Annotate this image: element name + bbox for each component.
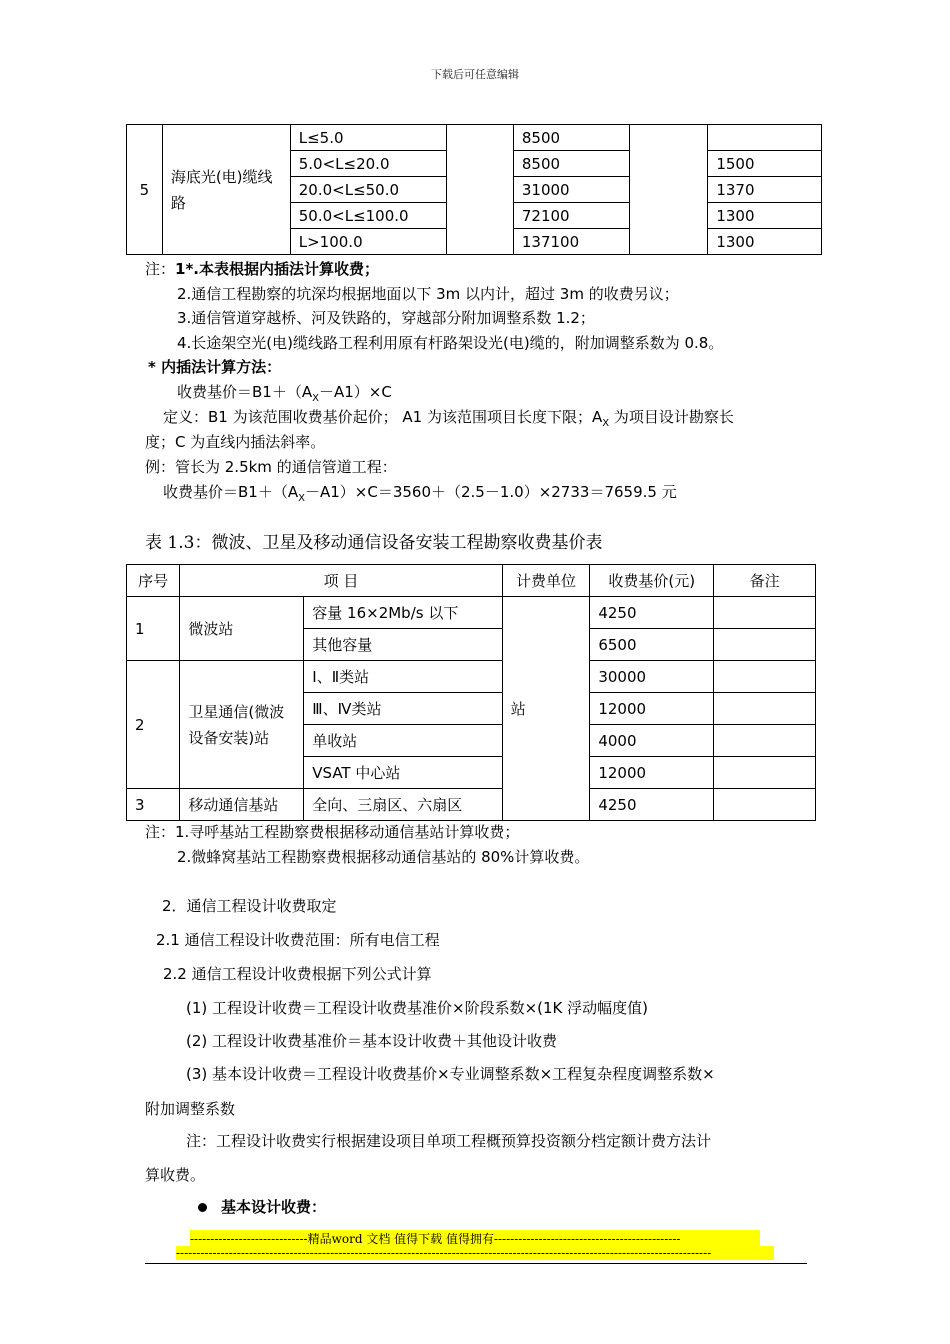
design-note-cont: 算收费。 [145,1166,206,1184]
item-desc: VSAT 中心站 [304,757,502,789]
base-price-cell: 8500 [513,151,629,177]
formula-2: (2) 工程设计收费基准价＝基本设计收费＋其他设计收费 [186,1032,558,1050]
range-cell: L≤5.0 [290,125,447,151]
header-cell: 计费单位 [502,565,590,597]
item-desc: Ⅰ、Ⅱ类站 [304,661,502,693]
remark-cell [714,693,816,725]
rate-cell: 1300 [708,203,822,229]
remark-cell [714,725,816,757]
group-name: 微波站 [180,597,304,661]
price-cell: 4000 [590,725,714,757]
price-cell: 30000 [590,661,714,693]
page-header: 下载后可任意编辑 [431,68,519,81]
survey-fee-table-cont [126,124,822,255]
section2-title: 2．通信工程设计收费取定 [162,897,337,915]
header-cell: 项 目 [180,565,502,597]
note1-line1: 注：1*.本表根据内插法计算收费； [145,260,379,278]
item-desc: 单收站 [304,725,502,757]
footer-banner-line1: -----------------------------精品word 文档 值得下载 值得拥有---------------------------------------------- [190,1230,760,1247]
note2-line1: 注：1.寻呼基站工程勘察费根据移动通信基站计算收费； [145,823,520,841]
remark-cell [714,789,816,821]
bullet-icon [198,1203,207,1212]
bullet-item: 基本设计收费： [198,1196,326,1217]
item-desc: 容量 16×2Mb/s 以下 [304,597,502,629]
rate-cell [708,125,822,151]
rate-cell: 1370 [708,177,822,203]
footer-banner-line2: ------------------------------------------------------------------------------------------------------------------------------------ [176,1246,774,1260]
header-cell: 序号 [127,565,180,597]
example-formula: 收费基价$=B1+(A_X-A1)\times C=3560+(2.5-1.0)\times 2733=7659.5$ 元 [163,483,677,504]
remark-cell [714,629,816,661]
price-cell: 4250 [590,789,714,821]
item-desc: Ⅲ、Ⅳ类站 [304,693,502,725]
base-price-cell: 8500 [513,125,629,151]
formula-3-cont: 附加调整系数 [145,1100,236,1118]
equipment-survey-fee-table [126,564,816,821]
header-cell: 备注 [714,565,816,597]
price-cell: 4250 [590,597,714,629]
interp-formula: 收费基价$=B1+(A_X-A1)\times C$ [177,383,392,404]
price-cell: 12000 [590,693,714,725]
section2-2: 2.2 通信工程设计收费根据下列公式计算 [163,965,432,983]
range-cell: 50.0<L≤100.0 [290,203,447,229]
base-price-cell: 137100 [513,229,629,255]
table2-caption: 表 1.3：微波、卫星及移动通信设备安装工程勘察收费基价表 [145,533,603,553]
footer-rule [145,1263,807,1264]
remark-cell [714,661,816,693]
note1-line3: 3.通信管道穿越桥、河及铁路的，穿越部分附加调整系数 1.2； [177,309,595,327]
group-name: 移动通信基站 [180,789,304,821]
design-note: 注：工程设计收费实行根据建设项目单项工程概预算投资额分档定额计费方法计 [186,1132,712,1150]
price-cell: 6500 [590,629,714,661]
interp-definition-line2: 度；C 为直线内插法斜率。 [145,433,326,451]
formula-3: (3) 基本设计收费＝工程设计收费基价×专业调整系数×工程复杂程度调整系数× [186,1065,715,1083]
remark-cell [714,597,816,629]
rate-cell: 1300 [708,229,822,255]
note1-line4: 4.长途架空光(电)缆线路工程利用原有杆路架设光(电)缆的，附加调整系数为 0.8。 [177,334,724,352]
interp-title: * 内插法计算方法： [148,358,282,376]
range-cell: 5.0<L≤20.0 [290,151,447,177]
unit-cell: 站 [502,597,590,821]
item-name: 海底光(电)缆线路 [162,125,290,255]
row-number: 5 [127,125,163,255]
group-name: 卫星通信(微波设备安装)站 [180,661,304,789]
range-cell: L>100.0 [290,229,447,255]
range-cell: 20.0<L≤50.0 [290,177,447,203]
unit-cell [447,125,514,255]
base-price-cell: 72100 [513,203,629,229]
item-desc: 其他容量 [304,629,502,661]
interp-definition: 定义：B1 为该范围收费基价起价； A1 为该范围项目长度下限；$A_X$ 为项目设计勘察长 [163,408,734,429]
note2-line2: 2.微蜂窝基站工程勘察费根据移动通信基站的 80%计算收费。 [177,848,590,866]
group-number: 2 [127,661,180,789]
blank-cell [629,125,708,255]
group-number: 3 [127,789,180,821]
group-number: 1 [127,597,180,661]
remark-cell [714,757,816,789]
price-cell: 12000 [590,757,714,789]
item-desc: 全向、三扇区、六扇区 [304,789,502,821]
header-cell: 收费基价(元) [590,565,714,597]
rate-cell: 1500 [708,151,822,177]
section2-1: 2.1 通信工程设计收费范围：所有电信工程 [156,931,440,949]
example-title: 例：管长为 2.5km 的通信管道工程： [145,458,397,476]
formula-1: (1) 工程设计收费＝工程设计收费基准价×阶段系数×(1K 浮动幅度值) [186,999,649,1017]
base-price-cell: 31000 [513,177,629,203]
note1-line2: 2.通信工程勘察的坑深均根据地面以下 3m 以内计，超过 3m 的收费另议； [177,285,679,303]
